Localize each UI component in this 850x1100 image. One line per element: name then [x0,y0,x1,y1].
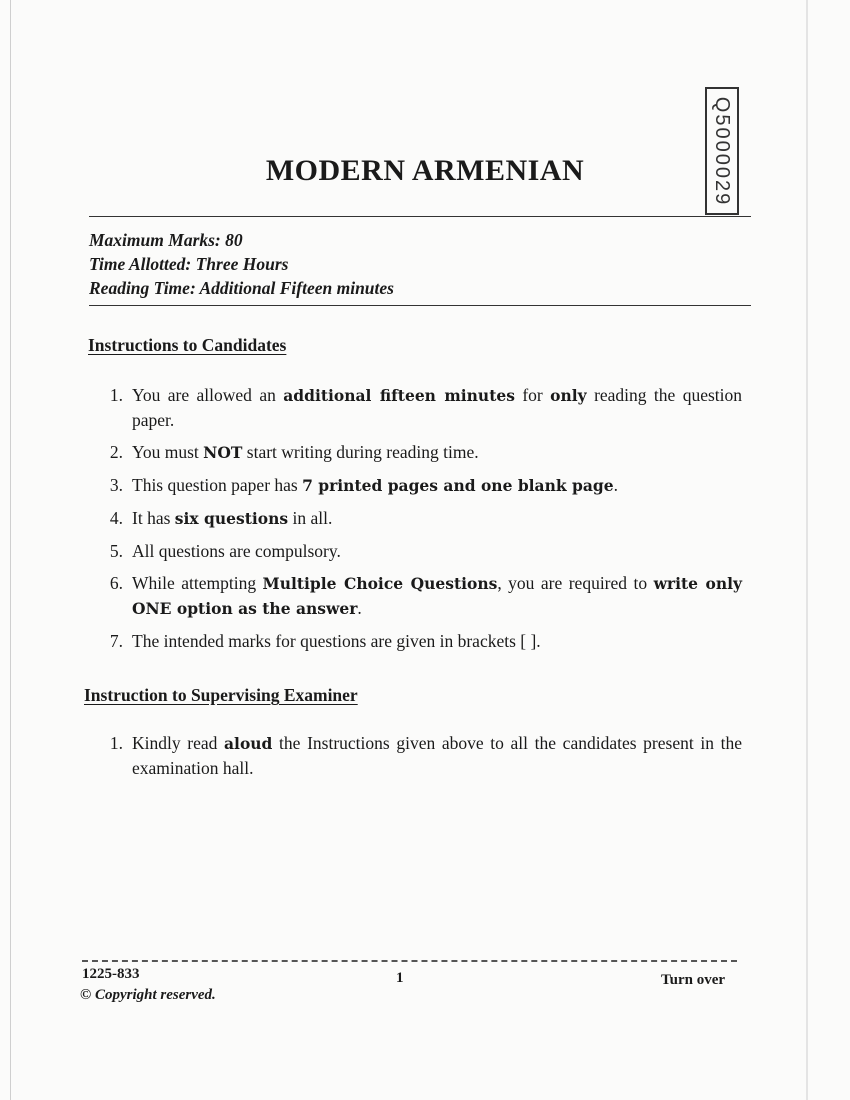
instruction-number: 6. [109,573,123,593]
instruction-plain-text: The intended marks for questions are given in brackets [ ]. [132,631,541,651]
paper-number: 1225-833 [82,966,140,982]
instruction-number: 4. [109,508,123,528]
instruction-item [88,731,742,780]
instruction-bold-text: six questions [174,509,289,528]
instruction-number: 1. [109,385,123,405]
instruction-text [132,383,742,432]
instruction-item [88,440,742,465]
instruction-plain-text: This question paper has [132,475,303,495]
instruction-plain-text: for [514,385,551,405]
instruction-bold-text: additional fifteen minutes [283,386,515,405]
candidate-instructions [88,383,742,661]
instruction-number: 1. [109,733,123,753]
instruction-bold-text: Multiple Choice Questions [262,574,498,593]
instruction-text [132,539,742,563]
instruction-text [132,473,742,498]
instruction-plain-text: , you are required to [497,573,654,593]
time-allotted: Time Allotted: Three Hours [89,254,289,274]
instruction-bold-text: aloud [224,734,273,753]
instruction-number: 2. [109,442,123,462]
instruction-plain-text: start writing during reading time. [242,442,479,462]
turn-over: Turn over [661,972,726,988]
instruction-plain-text: reading the question paper. [132,385,743,430]
rule-top [89,216,751,217]
supervisor-heading: Instruction to Supervising Examiner [84,685,358,705]
rule-bottom [89,305,751,306]
paper-code-box [705,87,739,215]
reading-time: Reading Time: Additional Fifteen minutes [89,278,394,298]
instruction-plain-text: All questions are compulsory. [132,541,341,561]
instruction-text [132,440,742,465]
instruction-bold-text: 7 printed pages and one blank page [302,476,614,495]
instruction-text [132,506,742,531]
footer-divider [82,960,737,962]
instruction-plain-text: It has [132,508,175,528]
instruction-text [132,731,742,780]
instruction-plain-text: in all. [288,508,333,528]
instruction-item [88,506,742,531]
copyright: © Copyright reserved. [80,987,216,1003]
instruction-bold-text: only [550,386,587,405]
instruction-number: 3. [109,475,123,495]
instruction-bold-text: NOT [203,443,243,462]
instruction-item [88,629,742,653]
exam-meta [89,228,394,300]
instruction-text [132,571,742,621]
candidates-heading: Instructions to Candidates [88,335,287,355]
instruction-plain-text: While attempting [132,573,263,593]
instruction-text [132,629,742,653]
page-title: MODERN ARMENIAN [265,154,585,187]
instruction-plain-text: . [357,598,362,618]
supervisor-instructions [88,731,742,788]
instruction-item [88,473,742,498]
instruction-item [88,571,742,621]
instruction-plain-text: the Instructions given above to all the candidates present in the examination hall. [132,733,742,778]
instruction-number: 5. [109,541,123,561]
instruction-bold-text: write only ONE option as the answer [132,574,742,618]
instruction-number: 7. [109,631,123,651]
instruction-item [88,383,742,432]
instruction-plain-text: Kindly read [132,733,225,753]
page-number: 1 [396,970,404,986]
instruction-item [88,539,742,563]
instruction-plain-text: You must [132,442,204,462]
paper-code: Q5000029 [711,96,734,206]
max-marks: Maximum Marks: 80 [89,230,243,250]
instruction-plain-text: You are allowed an [132,385,284,405]
instruction-plain-text: . [613,475,618,495]
